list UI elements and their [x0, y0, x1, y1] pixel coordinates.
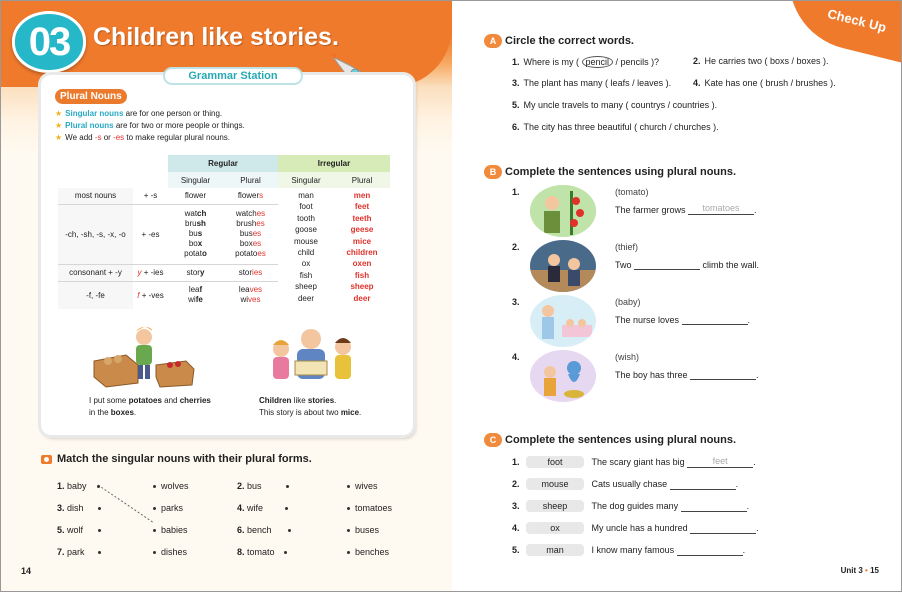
- lesson-title: Children like stories.: [93, 23, 339, 51]
- page-footer: Unit 3 • 15: [840, 566, 879, 575]
- table-cell: flower: [168, 188, 223, 204]
- word-pill: ox: [526, 522, 584, 534]
- match-header: Match the singular nouns with their plural forms.: [41, 453, 441, 465]
- table-cell: watch brush bus box potato: [168, 204, 223, 264]
- match-item[interactable]: 5. wolf: [57, 519, 101, 541]
- table-cell: leaf wife: [188, 285, 203, 305]
- unit-label: Unit 3: [840, 566, 863, 575]
- answer-blank[interactable]: [677, 546, 743, 556]
- section-c-header: C Complete the sentences using plural nouns.: [484, 433, 736, 447]
- row-label: consonant + -y: [58, 264, 133, 281]
- sentence-b-3[interactable]: The nurse loves .: [615, 315, 751, 325]
- exercise-icon: [41, 455, 52, 464]
- match-item[interactable]: 1. baby: [57, 475, 101, 497]
- match-item[interactable]: 7. park: [57, 541, 101, 563]
- match-item[interactable]: 4. wife: [237, 497, 291, 519]
- section-badge: A: [484, 34, 502, 48]
- answer-blank[interactable]: [681, 502, 747, 512]
- sentence-c-3[interactable]: 3. sheep The dog guides many .: [512, 501, 750, 511]
- exercise-a-1[interactable]: 1. Where is my ( pencil / pencils )?: [512, 57, 660, 67]
- th-singular: Singular: [168, 172, 223, 188]
- hint: (wish): [615, 352, 639, 362]
- table-cell: flowers: [223, 188, 278, 204]
- boy-genie-picture: [530, 350, 596, 402]
- plural-nouns-label: Plural Nouns: [55, 89, 127, 104]
- thieves-picture: [530, 240, 596, 292]
- rule-3: ★ We add -s or -es to make regular plural nouns.: [55, 133, 231, 142]
- match-option[interactable]: dishes: [153, 541, 189, 563]
- match-option[interactable]: wolves: [153, 475, 189, 497]
- match-option[interactable]: wives: [347, 475, 392, 497]
- answer-blank[interactable]: tomatoes: [688, 205, 754, 215]
- answer-blank[interactable]: [690, 370, 756, 380]
- nurse-babies-picture: [530, 295, 596, 347]
- row-rule: y + -ies: [133, 264, 168, 281]
- star-icon: ★: [55, 133, 63, 142]
- table-cell: watches brushes buses boxes potatoes: [223, 204, 278, 264]
- match-option[interactable]: tomatoes: [347, 497, 392, 519]
- match-item[interactable]: 6. bench: [237, 519, 291, 541]
- word-pill: sheep: [526, 500, 584, 512]
- sentence-b-1[interactable]: The farmer grows tomatoes .: [615, 203, 757, 215]
- reading-family-illustration: [259, 321, 369, 389]
- answer-blank[interactable]: feet: [687, 458, 753, 468]
- hint: (thief): [615, 242, 639, 252]
- hint: (tomato): [615, 187, 649, 197]
- potato-boxes-illustration: [86, 321, 206, 389]
- hint: (baby): [615, 297, 641, 307]
- table-cell: story: [168, 264, 223, 281]
- exercise-b-number: 2.: [512, 242, 520, 252]
- answer-blank[interactable]: [634, 260, 700, 270]
- sentence-c-2[interactable]: 2. mouse Cats usually chase .: [512, 479, 739, 489]
- sentence-b-2[interactable]: Two climb the wall.: [615, 260, 760, 270]
- match-option[interactable]: benches: [347, 541, 392, 563]
- match-mid-column: [153, 475, 189, 563]
- section-badge: C: [484, 433, 502, 447]
- lesson-number: 03: [12, 11, 86, 73]
- sentence-c-4[interactable]: 4. ox My uncle has a hundred .: [512, 523, 759, 533]
- match-item[interactable]: 3. dish: [57, 497, 101, 519]
- right-page: [452, 1, 901, 591]
- grammar-station-card: [41, 70, 413, 435]
- sentence-c-1[interactable]: 1. foot The scary giant has big feet .: [512, 456, 756, 467]
- word-pill: foot: [526, 456, 584, 468]
- row-rule: f + -ves: [137, 290, 164, 300]
- match-left2-column: [237, 475, 291, 563]
- answer-blank[interactable]: [670, 480, 736, 490]
- exercise-a-6[interactable]: 6. The city has three beautiful ( church / churches ).: [512, 122, 719, 132]
- match-item[interactable]: 8. tomato: [237, 541, 291, 563]
- star-icon: ★: [55, 109, 63, 118]
- match-left-column: [57, 475, 101, 563]
- match-option[interactable]: buses: [347, 519, 392, 541]
- caption-2: Children like stories. This story is about two mice.: [259, 396, 362, 417]
- match-section: [41, 453, 441, 465]
- star-icon: ★: [55, 121, 63, 130]
- circled-answer: pencil: [582, 56, 614, 68]
- word-pill: man: [526, 544, 584, 556]
- section-a-header: A Circle the correct words.: [484, 34, 634, 48]
- section-b-header: B Complete the sentences using plural nouns.: [484, 165, 736, 179]
- exercise-a-4[interactable]: 4. Kate has one ( brush / brushes ).: [693, 78, 836, 88]
- row-label: most nouns: [58, 188, 133, 204]
- th-plural: Plural: [223, 172, 278, 188]
- table-cell: stories: [223, 264, 278, 281]
- irregular-singular-list: man foot tooth goose mouse child ox fish sheep deer: [293, 191, 318, 303]
- exercise-b-number: 3.: [512, 297, 520, 307]
- exercise-b-number: 1.: [512, 187, 520, 197]
- check-up-title: Check Up: [826, 5, 888, 36]
- sentence-c-5[interactable]: 5. man I know many famous .: [512, 545, 746, 555]
- match-right-column: [347, 475, 392, 563]
- caption-1: I put some potatoes and cherries in the boxes.: [89, 396, 211, 417]
- exercise-a-2[interactable]: 2. He carries two ( boxs / boxes ).: [693, 56, 829, 66]
- left-page: [1, 1, 452, 591]
- page-number-right: 15: [870, 566, 879, 575]
- sentence-b-4[interactable]: The boy has three .: [615, 370, 759, 380]
- irregular-plural-list: men feet teeth geese mice children oxen fish sheep deer: [346, 191, 378, 303]
- section-badge: B: [484, 165, 502, 179]
- exercise-b-number: 4.: [512, 352, 520, 362]
- answer-blank[interactable]: [682, 315, 748, 325]
- word-pill: mouse: [526, 478, 584, 490]
- match-option[interactable]: babies: [153, 519, 189, 541]
- grammar-station-tab: Grammar Station: [163, 67, 303, 85]
- th-regular: Regular: [168, 155, 278, 172]
- page-number-left: 14: [21, 566, 32, 576]
- farmer-tomatoes-picture: [530, 185, 596, 237]
- th-irregular: Irregular: [278, 155, 390, 172]
- exercise-a-3[interactable]: 3. The plant has many ( leafs / leaves ).: [512, 78, 672, 88]
- row-rule: + -s: [133, 188, 168, 204]
- th-singular: Singular: [278, 172, 334, 188]
- th-plural: Plural: [334, 172, 390, 188]
- exercise-a-5[interactable]: 5. My uncle travels to many ( countrys / countries ).: [512, 100, 718, 110]
- match-option[interactable]: parks: [153, 497, 189, 519]
- grammar-rules: [55, 108, 245, 144]
- answer-blank[interactable]: [690, 524, 756, 534]
- match-item[interactable]: 2. bus: [237, 475, 291, 497]
- rule-1: ★ Singular nouns are for one person or thing.: [55, 109, 223, 118]
- row-label: -f, -fe: [58, 281, 133, 309]
- table-cell: leaves wives: [238, 285, 263, 305]
- row-rule: + -es: [133, 204, 168, 264]
- rule-2: ★ Plural nouns are for two or more people or things.: [55, 121, 245, 130]
- row-label: -ch, -sh, -s, -x, -o: [58, 204, 133, 264]
- plural-rules-table: [58, 155, 390, 309]
